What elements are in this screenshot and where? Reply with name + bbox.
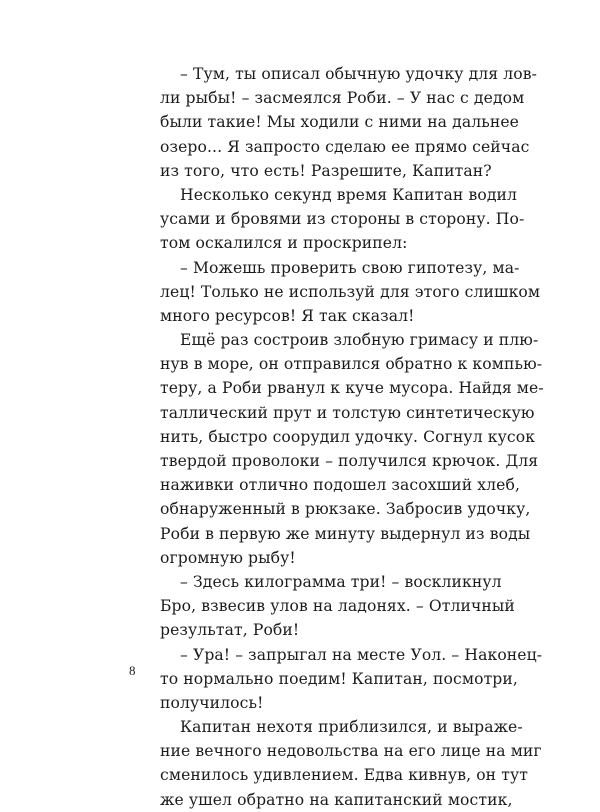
text-line: же ушел обратно на капитанский мостик, — [160, 790, 513, 809]
text-line: лец! Только не используй для этого слишком — [160, 282, 541, 301]
text-line: Несколько секунд время Капитан водил — [180, 185, 518, 204]
text-line: – Ура! – запрыгал на месте Уол. – Наконец- — [180, 645, 543, 664]
text-line: то нормально поедим! Капитан, посмотри, — [160, 669, 518, 688]
text-line: Роби в первую же минуту выдернул из воды — [160, 524, 531, 543]
paragraph — [160, 643, 543, 716]
text-line: сменилось удивлением. Едва кивнув, он тут — [160, 766, 528, 785]
text-line: получилось! — [160, 693, 264, 712]
text-line: усами и бровями из стороны в сторону. По- — [160, 210, 525, 229]
text-line: наживки отлично подошел засохший хлеб, — [160, 476, 521, 495]
text-line: озеро... Я запросто сделаю ее прямо сейчас — [160, 137, 530, 156]
text-line: ли рыбы! – засмеялся Роби. – У нас с дедом — [160, 89, 525, 108]
text-line: нув в море, он отправился обратно к компью- — [160, 355, 543, 374]
page-number: 8 — [129, 663, 136, 678]
text-line: обнаруженный в рюкзаке. Забросив удочку, — [160, 500, 531, 519]
text-line: Бро, взвесив улов на ладонях. – Отличный — [160, 597, 515, 616]
text-line: – Здесь килограмма три! – воскликнул — [180, 572, 502, 591]
text-line: огромную рыбу! — [160, 548, 296, 567]
text-line: результат, Роби! — [160, 621, 300, 640]
paragraph — [160, 570, 515, 643]
text-line: ние вечного недовольства на его лице на миг — [160, 742, 542, 761]
text-line: Капитан нехотя приблизился, и выраже- — [180, 718, 523, 737]
text-line: таллический прут и толстую синтетическую — [160, 403, 535, 422]
body-text — [160, 62, 544, 812]
text-line: Ещё раз состроив злобную гримасу и плю- — [180, 331, 539, 350]
text-line: – Тум, ты описал обычную удочку для лов- — [180, 65, 538, 83]
text-line: твердой проволоки – получился крючок. Для — [160, 452, 539, 470]
text-line: теру, а Роби рванул к куче мусора. Найдя ме- — [160, 379, 544, 398]
paragraph — [160, 62, 538, 183]
paragraph — [160, 183, 525, 256]
text-line: – Можешь проверить свою гипотезу, ма- — [180, 258, 520, 277]
text-line: нить, быстро соорудил удочку. Согнул кусок — [160, 427, 536, 446]
text-line: том оскалился и проскрипел: — [160, 234, 408, 253]
paragraph — [160, 328, 544, 570]
paragraph — [160, 256, 541, 329]
text-line: из того, что есть! Разрешите, Капитан? — [160, 161, 492, 180]
text-line: много ресурсов! Я так сказал! — [160, 306, 415, 325]
text-line: были такие! Мы ходили с ними на дальнее — [160, 113, 519, 132]
paragraph — [160, 715, 542, 812]
